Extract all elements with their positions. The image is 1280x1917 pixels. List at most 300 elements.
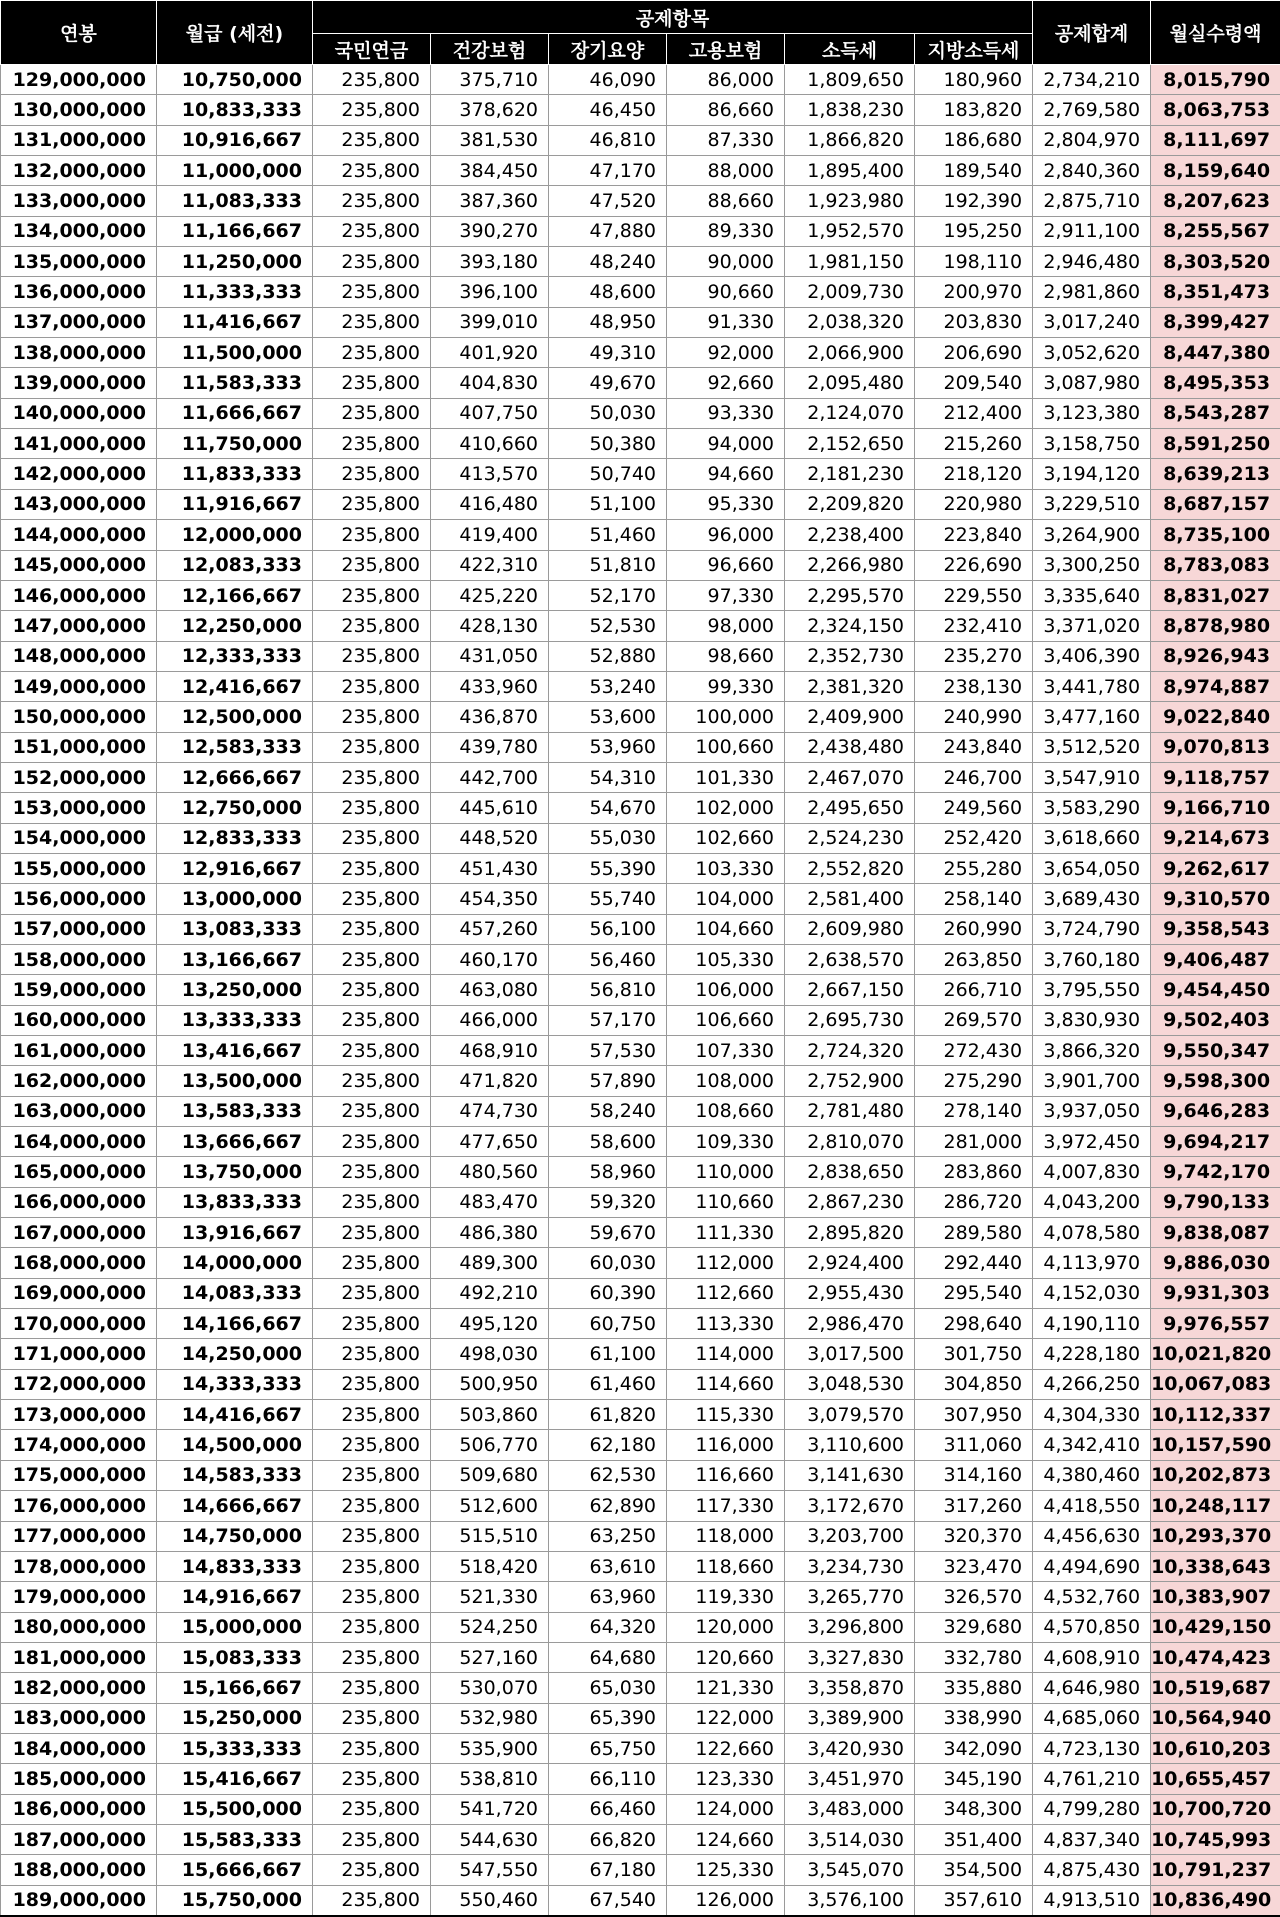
cell-annual: 173,000,000 <box>1 1400 157 1430</box>
cell-annual: 171,000,000 <box>1 1339 157 1369</box>
cell-health: 527,160 <box>431 1642 549 1672</box>
table-row <box>1 277 1280 307</box>
cell-total: 2,875,710 <box>1033 186 1151 216</box>
cell-employment: 96,660 <box>667 550 785 580</box>
cell-ltc: 65,750 <box>549 1733 667 1763</box>
cell-health: 454,350 <box>431 884 549 914</box>
cell-monthly: 14,166,667 <box>157 1309 313 1339</box>
cell-annual: 138,000,000 <box>1 338 157 368</box>
cell-annual: 131,000,000 <box>1 125 157 155</box>
cell-total: 2,840,360 <box>1033 156 1151 186</box>
table-row <box>1 853 1280 883</box>
cell-monthly: 11,083,333 <box>157 186 313 216</box>
cell-income-tax: 2,781,480 <box>785 1096 915 1126</box>
cell-total: 3,830,930 <box>1033 1005 1151 1035</box>
cell-local-tax: 238,130 <box>915 671 1033 701</box>
cell-monthly: 14,250,000 <box>157 1339 313 1369</box>
cell-income-tax: 2,838,650 <box>785 1157 915 1187</box>
cell-income-tax: 2,266,980 <box>785 550 915 580</box>
cell-employment: 102,000 <box>667 793 785 823</box>
cell-pension: 235,800 <box>313 368 431 398</box>
cell-local-tax: 252,420 <box>915 823 1033 853</box>
cell-pension: 235,800 <box>313 1248 431 1278</box>
cell-net: 10,474,423 <box>1151 1642 1280 1672</box>
cell-ltc: 53,600 <box>549 702 667 732</box>
cell-health: 486,380 <box>431 1218 549 1248</box>
cell-pension: 235,800 <box>313 550 431 580</box>
cell-ltc: 63,610 <box>549 1551 667 1581</box>
cell-total: 4,266,250 <box>1033 1369 1151 1399</box>
cell-pension: 235,800 <box>313 1582 431 1612</box>
table-row <box>1 762 1280 792</box>
cell-income-tax: 1,866,820 <box>785 125 915 155</box>
cell-health: 506,770 <box>431 1430 549 1460</box>
cell-monthly: 11,916,667 <box>157 489 313 519</box>
cell-health: 512,600 <box>431 1491 549 1521</box>
cell-health: 436,870 <box>431 702 549 732</box>
cell-pension: 235,800 <box>313 186 431 216</box>
cell-net: 8,255,567 <box>1151 216 1280 246</box>
cell-local-tax: 220,980 <box>915 489 1033 519</box>
cell-net: 9,214,673 <box>1151 823 1280 853</box>
cell-annual: 183,000,000 <box>1 1703 157 1733</box>
cell-annual: 146,000,000 <box>1 580 157 610</box>
cell-employment: 108,000 <box>667 1066 785 1096</box>
cell-income-tax: 2,524,230 <box>785 823 915 853</box>
table-row <box>1 641 1280 671</box>
cell-local-tax: 354,500 <box>915 1855 1033 1885</box>
cell-pension: 235,800 <box>313 580 431 610</box>
cell-income-tax: 2,552,820 <box>785 853 915 883</box>
cell-income-tax: 3,545,070 <box>785 1855 915 1885</box>
cell-income-tax: 2,986,470 <box>785 1309 915 1339</box>
cell-ltc: 53,240 <box>549 671 667 701</box>
cell-income-tax: 3,576,100 <box>785 1885 915 1916</box>
table-row <box>1 1642 1280 1672</box>
table-row <box>1 702 1280 732</box>
cell-total: 3,583,290 <box>1033 793 1151 823</box>
cell-local-tax: 307,950 <box>915 1400 1033 1430</box>
cell-income-tax: 3,514,030 <box>785 1824 915 1854</box>
cell-local-tax: 304,850 <box>915 1369 1033 1399</box>
cell-total: 4,608,910 <box>1033 1642 1151 1672</box>
cell-monthly: 11,583,333 <box>157 368 313 398</box>
cell-pension: 235,800 <box>313 125 431 155</box>
cell-net: 8,111,697 <box>1151 125 1280 155</box>
cell-monthly: 14,916,667 <box>157 1582 313 1612</box>
cell-net: 10,021,820 <box>1151 1339 1280 1369</box>
table-row <box>1 1460 1280 1490</box>
cell-income-tax: 1,838,230 <box>785 95 915 125</box>
cell-income-tax: 3,203,700 <box>785 1521 915 1551</box>
cell-net: 8,878,980 <box>1151 611 1280 641</box>
cell-local-tax: 278,140 <box>915 1096 1033 1126</box>
cell-ltc: 57,530 <box>549 1036 667 1066</box>
cell-health: 498,030 <box>431 1339 549 1369</box>
cell-total: 3,441,780 <box>1033 671 1151 701</box>
cell-ltc: 50,740 <box>549 459 667 489</box>
cell-pension: 235,800 <box>313 1369 431 1399</box>
cell-income-tax: 3,451,970 <box>785 1764 915 1794</box>
cell-employment: 115,330 <box>667 1400 785 1430</box>
cell-net: 8,015,790 <box>1151 65 1280 95</box>
cell-monthly: 15,416,667 <box>157 1764 313 1794</box>
table-row <box>1 95 1280 125</box>
header-income-tax: 소득세 <box>785 34 915 65</box>
cell-pension: 235,800 <box>313 1187 431 1217</box>
cell-ltc: 62,530 <box>549 1460 667 1490</box>
cell-local-tax: 255,280 <box>915 853 1033 883</box>
cell-employment: 101,330 <box>667 762 785 792</box>
cell-ltc: 63,960 <box>549 1582 667 1612</box>
cell-ltc: 52,880 <box>549 641 667 671</box>
table-row <box>1 1248 1280 1278</box>
cell-pension: 235,800 <box>313 914 431 944</box>
cell-employment: 87,330 <box>667 125 785 155</box>
cell-total: 4,007,830 <box>1033 1157 1151 1187</box>
cell-pension: 235,800 <box>313 641 431 671</box>
cell-monthly: 12,166,667 <box>157 580 313 610</box>
cell-net: 8,447,380 <box>1151 338 1280 368</box>
cell-total: 4,875,430 <box>1033 1855 1151 1885</box>
cell-annual: 134,000,000 <box>1 216 157 246</box>
cell-net: 8,974,887 <box>1151 671 1280 701</box>
cell-local-tax: 229,550 <box>915 580 1033 610</box>
cell-monthly: 12,250,000 <box>157 611 313 641</box>
cell-income-tax: 2,438,480 <box>785 732 915 762</box>
cell-employment: 124,000 <box>667 1794 785 1824</box>
cell-health: 503,860 <box>431 1400 549 1430</box>
cell-income-tax: 1,895,400 <box>785 156 915 186</box>
cell-monthly: 11,250,000 <box>157 247 313 277</box>
table-row <box>1 914 1280 944</box>
cell-employment: 106,660 <box>667 1005 785 1035</box>
table-row <box>1 65 1280 95</box>
cell-monthly: 13,333,333 <box>157 1005 313 1035</box>
cell-employment: 123,330 <box>667 1764 785 1794</box>
cell-ltc: 48,950 <box>549 307 667 337</box>
header-employment: 고용보험 <box>667 34 785 65</box>
cell-total: 4,152,030 <box>1033 1278 1151 1308</box>
cell-income-tax: 2,238,400 <box>785 520 915 550</box>
cell-net: 8,063,753 <box>1151 95 1280 125</box>
cell-net: 9,262,617 <box>1151 853 1280 883</box>
cell-net: 8,783,083 <box>1151 550 1280 580</box>
cell-pension: 235,800 <box>313 1612 431 1642</box>
cell-annual: 164,000,000 <box>1 1127 157 1157</box>
cell-employment: 124,660 <box>667 1824 785 1854</box>
table-row <box>1 489 1280 519</box>
cell-monthly: 14,583,333 <box>157 1460 313 1490</box>
cell-health: 422,310 <box>431 550 549 580</box>
cell-pension: 235,800 <box>313 884 431 914</box>
cell-local-tax: 203,830 <box>915 307 1033 337</box>
cell-health: 381,530 <box>431 125 549 155</box>
table-row <box>1 1005 1280 1035</box>
cell-local-tax: 335,880 <box>915 1673 1033 1703</box>
cell-income-tax: 2,066,900 <box>785 338 915 368</box>
cell-health: 547,550 <box>431 1855 549 1885</box>
cell-net: 8,831,027 <box>1151 580 1280 610</box>
cell-local-tax: 298,640 <box>915 1309 1033 1339</box>
cell-ltc: 61,460 <box>549 1369 667 1399</box>
cell-employment: 105,330 <box>667 944 785 974</box>
cell-total: 3,901,700 <box>1033 1066 1151 1096</box>
cell-local-tax: 206,690 <box>915 338 1033 368</box>
cell-total: 3,866,320 <box>1033 1036 1151 1066</box>
cell-local-tax: 223,840 <box>915 520 1033 550</box>
cell-total: 4,761,210 <box>1033 1764 1151 1794</box>
cell-health: 448,520 <box>431 823 549 853</box>
cell-monthly: 10,750,000 <box>157 65 313 95</box>
cell-employment: 94,660 <box>667 459 785 489</box>
cell-local-tax: 329,680 <box>915 1612 1033 1642</box>
cell-employment: 86,000 <box>667 65 785 95</box>
cell-monthly: 14,750,000 <box>157 1521 313 1551</box>
cell-local-tax: 286,720 <box>915 1187 1033 1217</box>
cell-total: 4,837,340 <box>1033 1824 1151 1854</box>
cell-annual: 143,000,000 <box>1 489 157 519</box>
cell-employment: 112,000 <box>667 1248 785 1278</box>
cell-total: 3,618,660 <box>1033 823 1151 853</box>
cell-net: 9,976,557 <box>1151 1309 1280 1339</box>
cell-health: 544,630 <box>431 1824 549 1854</box>
cell-health: 387,360 <box>431 186 549 216</box>
cell-ltc: 47,520 <box>549 186 667 216</box>
cell-health: 515,510 <box>431 1521 549 1551</box>
cell-ltc: 52,530 <box>549 611 667 641</box>
table-row <box>1 1369 1280 1399</box>
cell-health: 489,300 <box>431 1248 549 1278</box>
cell-health: 477,650 <box>431 1127 549 1157</box>
cell-employment: 116,660 <box>667 1460 785 1490</box>
cell-employment: 88,660 <box>667 186 785 216</box>
cell-health: 466,000 <box>431 1005 549 1035</box>
cell-ltc: 56,810 <box>549 975 667 1005</box>
table-row <box>1 1187 1280 1217</box>
cell-monthly: 14,000,000 <box>157 1248 313 1278</box>
cell-local-tax: 292,440 <box>915 1248 1033 1278</box>
cell-monthly: 12,583,333 <box>157 732 313 762</box>
cell-employment: 98,000 <box>667 611 785 641</box>
cell-income-tax: 3,110,600 <box>785 1430 915 1460</box>
cell-monthly: 14,833,333 <box>157 1551 313 1581</box>
cell-employment: 100,000 <box>667 702 785 732</box>
cell-local-tax: 260,990 <box>915 914 1033 944</box>
cell-total: 3,158,750 <box>1033 429 1151 459</box>
cell-total: 4,380,460 <box>1033 1460 1151 1490</box>
cell-ltc: 63,250 <box>549 1521 667 1551</box>
cell-total: 4,570,850 <box>1033 1612 1151 1642</box>
cell-net: 8,399,427 <box>1151 307 1280 337</box>
cell-ltc: 59,670 <box>549 1218 667 1248</box>
cell-income-tax: 2,295,570 <box>785 580 915 610</box>
cell-annual: 130,000,000 <box>1 95 157 125</box>
cell-total: 3,547,910 <box>1033 762 1151 792</box>
cell-health: 410,660 <box>431 429 549 459</box>
cell-employment: 116,000 <box>667 1430 785 1460</box>
table-body <box>1 65 1280 1916</box>
cell-health: 535,900 <box>431 1733 549 1763</box>
table-row <box>1 1127 1280 1157</box>
cell-monthly: 12,750,000 <box>157 793 313 823</box>
cell-income-tax: 2,895,820 <box>785 1218 915 1248</box>
cell-local-tax: 332,780 <box>915 1642 1033 1672</box>
cell-employment: 98,660 <box>667 641 785 671</box>
table-row <box>1 1733 1280 1763</box>
cell-monthly: 15,083,333 <box>157 1642 313 1672</box>
cell-local-tax: 345,190 <box>915 1764 1033 1794</box>
cell-ltc: 66,460 <box>549 1794 667 1824</box>
cell-net: 8,639,213 <box>1151 459 1280 489</box>
cell-health: 442,700 <box>431 762 549 792</box>
cell-annual: 180,000,000 <box>1 1612 157 1642</box>
cell-local-tax: 240,990 <box>915 702 1033 732</box>
table-row <box>1 1582 1280 1612</box>
cell-total: 4,304,330 <box>1033 1400 1151 1430</box>
cell-annual: 185,000,000 <box>1 1764 157 1794</box>
cell-employment: 122,000 <box>667 1703 785 1733</box>
cell-pension: 235,800 <box>313 1794 431 1824</box>
cell-net: 8,926,943 <box>1151 641 1280 671</box>
cell-income-tax: 3,389,900 <box>785 1703 915 1733</box>
cell-employment: 90,660 <box>667 277 785 307</box>
table-row <box>1 368 1280 398</box>
cell-pension: 235,800 <box>313 702 431 732</box>
cell-monthly: 13,750,000 <box>157 1157 313 1187</box>
cell-net: 9,118,757 <box>1151 762 1280 792</box>
cell-employment: 120,660 <box>667 1642 785 1672</box>
table-row <box>1 125 1280 155</box>
cell-annual: 167,000,000 <box>1 1218 157 1248</box>
table-row <box>1 1036 1280 1066</box>
cell-net: 10,429,150 <box>1151 1612 1280 1642</box>
cell-income-tax: 2,324,150 <box>785 611 915 641</box>
cell-ltc: 51,100 <box>549 489 667 519</box>
header-health: 건강보험 <box>431 34 549 65</box>
cell-ltc: 51,810 <box>549 550 667 580</box>
cell-income-tax: 1,923,980 <box>785 186 915 216</box>
cell-health: 419,400 <box>431 520 549 550</box>
cell-local-tax: 180,960 <box>915 65 1033 95</box>
cell-income-tax: 3,172,670 <box>785 1491 915 1521</box>
cell-total: 3,087,980 <box>1033 368 1151 398</box>
cell-total: 2,804,970 <box>1033 125 1151 155</box>
table-header <box>1 1 1280 65</box>
cell-income-tax: 1,952,570 <box>785 216 915 246</box>
cell-employment: 118,000 <box>667 1521 785 1551</box>
table-row <box>1 550 1280 580</box>
cell-pension: 235,800 <box>313 1460 431 1490</box>
table-row <box>1 1824 1280 1854</box>
cell-employment: 103,330 <box>667 853 785 883</box>
cell-annual: 162,000,000 <box>1 1066 157 1096</box>
cell-total: 4,646,980 <box>1033 1673 1151 1703</box>
cell-net: 9,502,403 <box>1151 1005 1280 1035</box>
cell-net: 9,931,303 <box>1151 1278 1280 1308</box>
cell-total: 3,123,380 <box>1033 398 1151 428</box>
cell-pension: 235,800 <box>313 793 431 823</box>
cell-pension: 235,800 <box>313 1491 431 1521</box>
cell-monthly: 15,666,667 <box>157 1855 313 1885</box>
cell-total: 4,685,060 <box>1033 1703 1151 1733</box>
cell-employment: 109,330 <box>667 1127 785 1157</box>
table-row <box>1 307 1280 337</box>
cell-monthly: 15,250,000 <box>157 1703 313 1733</box>
cell-health: 396,100 <box>431 277 549 307</box>
cell-annual: 166,000,000 <box>1 1187 157 1217</box>
cell-annual: 188,000,000 <box>1 1855 157 1885</box>
cell-employment: 94,000 <box>667 429 785 459</box>
cell-employment: 110,000 <box>667 1157 785 1187</box>
cell-local-tax: 311,060 <box>915 1430 1033 1460</box>
cell-pension: 235,800 <box>313 1642 431 1672</box>
cell-net: 10,564,940 <box>1151 1703 1280 1733</box>
cell-annual: 161,000,000 <box>1 1036 157 1066</box>
cell-local-tax: 266,710 <box>915 975 1033 1005</box>
cell-income-tax: 2,038,320 <box>785 307 915 337</box>
cell-income-tax: 2,467,070 <box>785 762 915 792</box>
cell-monthly: 13,250,000 <box>157 975 313 1005</box>
cell-annual: 163,000,000 <box>1 1096 157 1126</box>
table-row <box>1 1885 1280 1916</box>
cell-total: 3,760,180 <box>1033 944 1151 974</box>
cell-pension: 235,800 <box>313 1400 431 1430</box>
cell-pension: 235,800 <box>313 1764 431 1794</box>
cell-net: 9,598,300 <box>1151 1066 1280 1096</box>
cell-employment: 107,330 <box>667 1036 785 1066</box>
cell-health: 474,730 <box>431 1096 549 1126</box>
cell-annual: 147,000,000 <box>1 611 157 641</box>
cell-local-tax: 348,300 <box>915 1794 1033 1824</box>
cell-total: 3,371,020 <box>1033 611 1151 641</box>
cell-health: 433,960 <box>431 671 549 701</box>
cell-local-tax: 289,580 <box>915 1218 1033 1248</box>
cell-health: 492,210 <box>431 1278 549 1308</box>
cell-health: 521,330 <box>431 1582 549 1612</box>
cell-total: 3,795,550 <box>1033 975 1151 1005</box>
cell-monthly: 13,000,000 <box>157 884 313 914</box>
cell-local-tax: 357,610 <box>915 1885 1033 1916</box>
cell-pension: 235,800 <box>313 1218 431 1248</box>
cell-net: 9,694,217 <box>1151 1127 1280 1157</box>
cell-total: 2,946,480 <box>1033 247 1151 277</box>
cell-pension: 235,800 <box>313 247 431 277</box>
cell-health: 431,050 <box>431 641 549 671</box>
cell-total: 4,913,510 <box>1033 1885 1151 1916</box>
cell-local-tax: 283,860 <box>915 1157 1033 1187</box>
table-row <box>1 1066 1280 1096</box>
table-row <box>1 1703 1280 1733</box>
cell-total: 3,229,510 <box>1033 489 1151 519</box>
cell-annual: 184,000,000 <box>1 1733 157 1763</box>
cell-income-tax: 2,695,730 <box>785 1005 915 1035</box>
cell-health: 468,910 <box>431 1036 549 1066</box>
header-annual: 연봉 <box>1 1 157 65</box>
cell-total: 3,512,520 <box>1033 732 1151 762</box>
cell-local-tax: 351,400 <box>915 1824 1033 1854</box>
cell-monthly: 14,333,333 <box>157 1369 313 1399</box>
header-local-tax: 지방소득세 <box>915 34 1033 65</box>
table-row <box>1 611 1280 641</box>
cell-employment: 96,000 <box>667 520 785 550</box>
cell-monthly: 15,333,333 <box>157 1733 313 1763</box>
cell-total: 4,190,110 <box>1033 1309 1151 1339</box>
cell-net: 10,791,237 <box>1151 1855 1280 1885</box>
table-row <box>1 1673 1280 1703</box>
cell-ltc: 64,680 <box>549 1642 667 1672</box>
cell-income-tax: 2,638,570 <box>785 944 915 974</box>
